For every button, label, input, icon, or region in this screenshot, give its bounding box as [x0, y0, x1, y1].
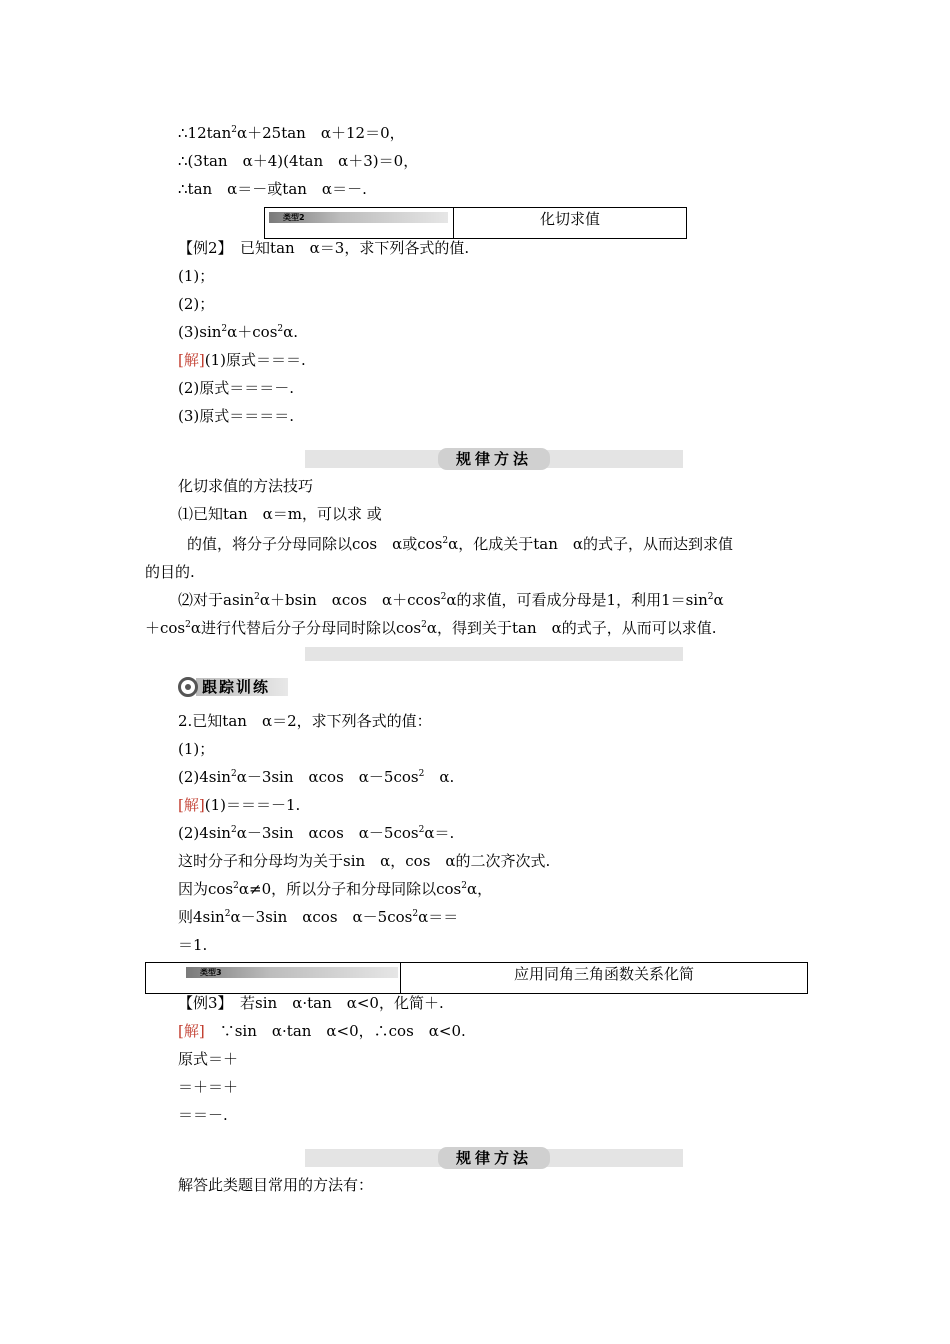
example2-part3: $(3)\sin^2\alpha+\cos^2\alpha$. [178, 323, 299, 341]
type3-title: 应用同角三角函数关系化简 [513, 965, 694, 983]
solution2-line3: (3)原式＝＝＝＝. [178, 407, 295, 425]
type2-tag: 类型2 [269, 212, 448, 223]
exercise2-question: 2.已知tan α＝2，求下列各式的值： [178, 712, 432, 730]
rule-label-2: 规律方法 [438, 1147, 550, 1169]
exercise2-solution6: ＝1. [178, 936, 208, 954]
track-training-header [178, 677, 288, 697]
rule2-title: 解答此类题目常用的方法有： [178, 1176, 374, 1194]
exercise2-solution2: $(2)4\sin^2\alpha-3\sin$ αcos $\alpha-5\cos^2\alpha=$. [178, 824, 455, 842]
rule-banner [305, 450, 683, 468]
exercise2-part2: $(2)4\sin^2\alpha-3\sin$ αcos $\alpha-5\cos^2$ α. [178, 768, 455, 786]
example2-part2: (2)； [178, 295, 215, 313]
rule-footer-bar [305, 647, 683, 661]
exercise2-solution3: 这时分子和分母均为关于sin α，cos α的二次齐次式. [178, 852, 551, 870]
rule1-point1: ⑴已知tan α＝m，可以求 或 [178, 505, 382, 523]
line-eq1: $\therefore 12\tan^2\alpha+25\tan$ α＋12＝0， [178, 124, 405, 142]
exercise2-part1: (1)； [178, 740, 215, 758]
solution2-line2: (2)原式＝＝＝－. [178, 379, 295, 397]
solution3-line4: ＝＝－. [178, 1106, 228, 1124]
solution2-line1: [解](1)原式＝＝＝. [178, 351, 306, 369]
rule1-point2-cont: $+\cos^2\alpha$进行代替后分子分母同时除以$\cos^2\alpha$，得到关于tan α的式子，从而可以求值. [145, 619, 717, 637]
type3-tag: 类型3 [186, 967, 398, 978]
solution3-line2: 原式＝＋ [178, 1050, 239, 1068]
example3-question: 【例3】 若sin α·tan α<0，化简＋. [178, 994, 444, 1012]
type2-header [264, 207, 687, 239]
target-icon [178, 677, 198, 697]
rule1-point2: ⑵对于asin$^2$α＋bsin αcos α＋ccos$^2$α的求值，可看成分母是1，利用$1=\sin^2\alpha$ [178, 591, 724, 609]
type2-title: 化切求值 [539, 210, 600, 228]
solution3-line3: ＝＋＝＋ [178, 1078, 239, 1096]
example2-part1: (1)； [178, 267, 215, 285]
exercise2-solution4: 因为$\cos^2\alpha\ne 0$，所以分子和分母同除以$\cos^2\alpha$， [178, 880, 493, 898]
exercise2-solution5: 则$4\sin^2\alpha-3\sin$ αcos $\alpha-5\cos^2\alpha==$ [178, 908, 459, 926]
solution3-line1: [解] ∵sin α·tan α<0，∴cos α<0. [178, 1022, 466, 1040]
rule1-title: 化切求值的方法技巧 [178, 477, 314, 495]
example2-question: 【例2】 已知tan α＝3，求下列各式的值. [178, 239, 470, 257]
rule-banner-2 [305, 1149, 683, 1167]
rule-label: 规律方法 [438, 448, 550, 470]
solution-tag: [解] [178, 351, 205, 369]
rule1-point1-end: 的目的. [145, 563, 195, 581]
line-eq3: ∴tan α＝－或tan α＝－. [178, 180, 367, 198]
rule1-point1-cont: 的值，将分子分母同除以cos α或$\cos^2\alpha$，化成关于tan α的式子，从而达到求值 [187, 535, 734, 553]
line-eq2: ∴(3tan α＋4)(4tan α＋3)＝0， [178, 152, 419, 170]
track-label: 跟踪训练 [196, 678, 288, 696]
exercise2-solution1: [解](1)＝＝＝－1. [178, 796, 301, 814]
type3-header [145, 962, 808, 994]
